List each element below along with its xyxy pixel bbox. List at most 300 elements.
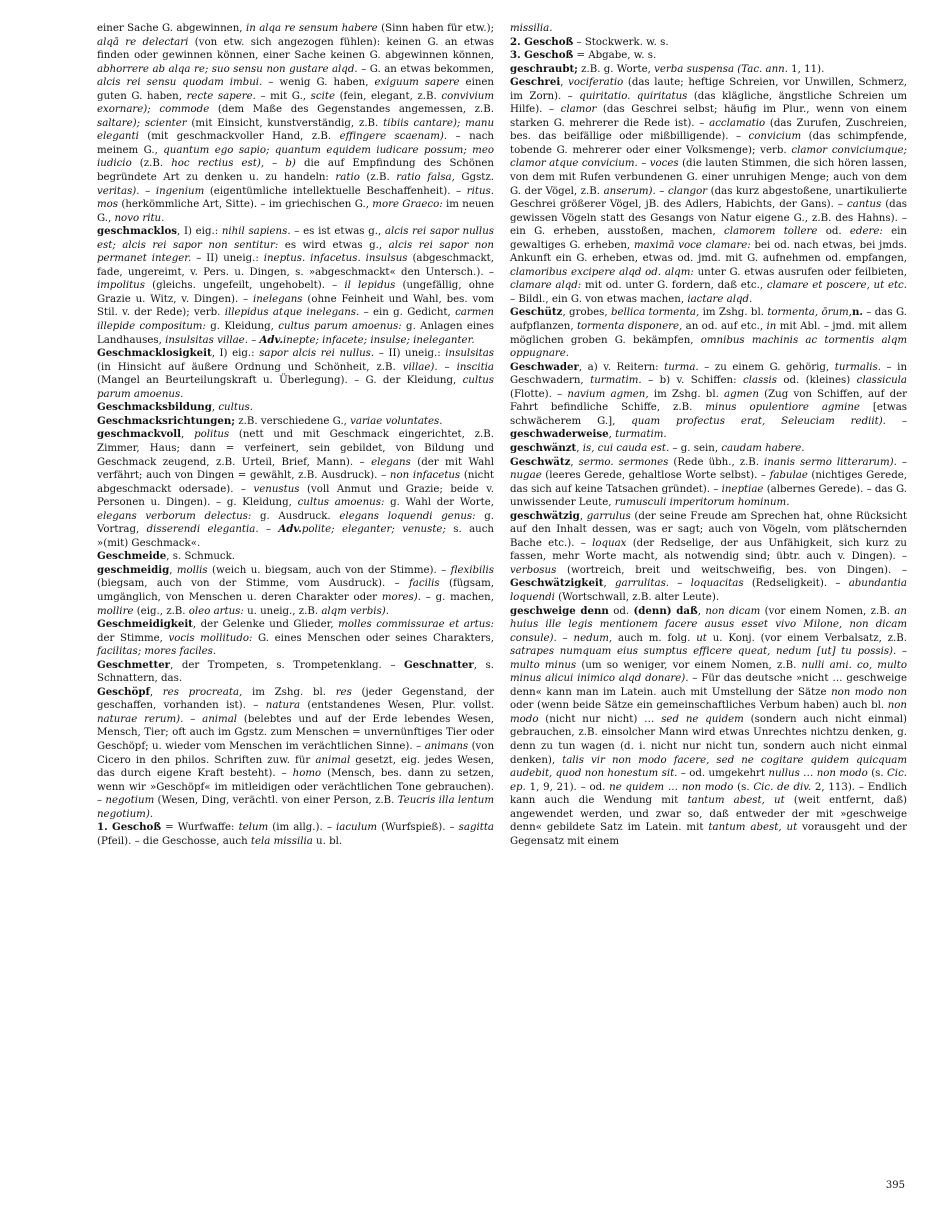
latin-equivalent: oleo artus: bbox=[188, 605, 244, 617]
entry-text: (z.B. bbox=[131, 158, 172, 170]
latin-equivalent: illepidus atque inelegans. bbox=[224, 307, 360, 319]
dictionary-entry bbox=[97, 415, 494, 429]
latin-equivalent: non modo non bbox=[831, 686, 908, 698]
entry-text: – bbox=[896, 456, 907, 468]
latin-equivalent: facilis bbox=[409, 578, 440, 590]
entry-text-bold bbox=[260, 334, 283, 346]
latin-equivalent: ratio bbox=[335, 172, 360, 184]
dictionary-entry bbox=[97, 564, 494, 618]
dictionary-entry bbox=[510, 510, 907, 605]
entry-text: (gleichs. ungefeilt, ungehobelt). – bbox=[144, 280, 345, 292]
latin-equivalent: loquacitas bbox=[690, 578, 744, 590]
latin-equivalent: non infacetus bbox=[389, 470, 461, 482]
entry-text: mit od. unter G. fordern, daß etc., bbox=[581, 280, 767, 292]
latin-equivalent: tormenta, ōrum, bbox=[767, 307, 852, 319]
latin-equivalent: nugae bbox=[510, 470, 542, 482]
latin-equivalent: saltare); scienter bbox=[97, 117, 187, 129]
entry-text: – bbox=[885, 415, 907, 427]
latin-equivalent: non dicam bbox=[705, 605, 761, 617]
entry-text: – bbox=[247, 334, 260, 346]
latin-equivalent: recte sapere. bbox=[186, 90, 256, 102]
entry-text: u. uneig., z.B. bbox=[243, 605, 322, 617]
entry-text: (nett und mit Geschmack eingerichtet, z.B. Zimmer, Haus; dann = verfeinert, sein gebildet, von Bildung und Geschmack zeugend, z.B. Urteil, Brief, Mann). – bbox=[97, 429, 494, 468]
entry-text: , der Gelenke und Glieder, bbox=[192, 619, 339, 631]
latin-equivalent: abundantia loquendi bbox=[510, 578, 907, 603]
latin-equivalent: insulsitas villae. bbox=[165, 334, 248, 346]
entry-text: – bbox=[139, 185, 156, 197]
entry-text: – g. sein, bbox=[669, 442, 722, 454]
headword: Geschmetter bbox=[97, 658, 171, 671]
entry-text: (nichtiges Gerede, das sich auf keine Tatsachen gründet). – bbox=[510, 470, 907, 495]
headword: (denn) daß bbox=[633, 604, 698, 617]
latin-equivalent: bellica tormenta, bbox=[610, 307, 700, 319]
dictionary-entry bbox=[510, 306, 907, 360]
latin-equivalent: clamare alqd: bbox=[510, 280, 582, 292]
entry-text: (albernes Gerede). – das G. unwissender Leute, bbox=[510, 483, 908, 509]
headword: Geschwätz bbox=[510, 455, 571, 468]
entry-text: (s. bbox=[733, 781, 754, 793]
latin-equivalent: elegans loquendi genus: bbox=[339, 510, 476, 522]
entry-text: 1, 9, 21). – od. bbox=[525, 781, 610, 793]
entry-text-bold bbox=[278, 523, 301, 535]
latin-equivalent: multo minus bbox=[510, 659, 577, 671]
entry-text: (das gewissen Vögeln statt des Gesangs von Natur eigene G., z.B. des Hahns). – ein G. erheben, ausstoßen, machen, bbox=[510, 199, 907, 238]
dictionary-entry bbox=[510, 442, 907, 456]
latin-equivalent: inscitia bbox=[456, 361, 494, 373]
entry-text-bold-italic: Adv. bbox=[259, 333, 283, 346]
latin-equivalent: non modo bbox=[510, 700, 907, 725]
entry-text: – wenig G. haben, bbox=[262, 77, 375, 89]
latin-equivalent: veritas). bbox=[97, 185, 140, 197]
entry-text: 2, 113). – Endlich kann auch die Wendung mit bbox=[510, 781, 908, 807]
latin-equivalent: animans bbox=[424, 740, 469, 752]
entry-text: (in Hinsicht auf äußere Ordnung und Schönheit, z.B. bbox=[97, 361, 403, 373]
entry-text: (Sinn haben für etw.); bbox=[377, 23, 494, 34]
latin-equivalent: nedum, bbox=[573, 632, 613, 644]
entry-text: bei od. nach etwas, bei jmds. Ankunft ein G. erheben, etwas od. jmd. mit G. aufnehmen od. empfangen, bbox=[510, 239, 907, 265]
latin-equivalent: talis vir non modo facere, sed ne cogitare quidem quicquam audebit, quod non honestum sit. bbox=[510, 754, 907, 780]
latin-equivalent: clamor conviciumque; clamor atque convicium. bbox=[510, 144, 907, 170]
latin-equivalent: facilitas; mores faciles. bbox=[97, 646, 217, 658]
latin-equivalent: caudam habere. bbox=[721, 442, 805, 454]
entry-text: – nach meinem G., bbox=[97, 131, 494, 156]
entry-text: (fügsam, umgänglich, von Menschen u. deren Charakter oder bbox=[97, 578, 494, 603]
entry-text: im Zshg. bl. bbox=[699, 307, 768, 319]
latin-equivalent: alcis rei sapor nullus est; alcis rei sapor non sentitur: bbox=[97, 226, 494, 251]
entry-text: (leeres Gerede, gehaltlose Worte selbst). – bbox=[541, 470, 770, 482]
latin-equivalent: hoc rectius est), – b) bbox=[171, 158, 296, 170]
entry-text: (Redseligkeit). – bbox=[743, 578, 849, 590]
dictionary-entry bbox=[510, 49, 907, 63]
latin-equivalent: agmen bbox=[724, 388, 759, 400]
entry-text: , I) eig.: bbox=[211, 348, 260, 360]
latin-equivalent: il lepidus bbox=[344, 280, 396, 292]
latin-equivalent: minus opulentiore agmine bbox=[705, 402, 860, 414]
entry-text: u. Konj. (vor einem Verbalsatz, z.B. bbox=[706, 632, 908, 644]
latin-equivalent: ritus. mos bbox=[97, 185, 494, 211]
entry-text: (eigentümliche intellektuelle Beschaffenheit). – bbox=[204, 185, 467, 197]
latin-equivalent: clamorem tollere bbox=[724, 226, 818, 238]
latin-equivalent: tormenta disponere, bbox=[576, 321, 683, 333]
latin-equivalent: loquax bbox=[592, 537, 627, 549]
entry-text: (fein, elegant, z.B. bbox=[334, 90, 442, 102]
entry-text: (weich u. biegsam, auch von der Stimme). – bbox=[207, 564, 451, 576]
latin-equivalent: impolitus bbox=[97, 280, 145, 292]
entry-text: (mit Einsicht, kunstverständig, z.B. bbox=[186, 117, 384, 129]
latin-equivalent: nihil sapiens. bbox=[221, 226, 291, 238]
dictionary-entry bbox=[510, 361, 907, 442]
latin-equivalent: garrulus bbox=[586, 510, 631, 522]
dictionary-entry bbox=[97, 428, 494, 550]
latin-equivalent: vocis mollitudo: bbox=[168, 632, 253, 644]
dictionary-entry bbox=[510, 36, 907, 50]
headword: Geschmeide bbox=[97, 550, 167, 563]
latin-equivalent: elegans verborum delectus: bbox=[97, 510, 252, 522]
dictionary-entry bbox=[510, 605, 907, 849]
latin-equivalent: is, cui cauda est. bbox=[582, 442, 670, 454]
headword: 1. Geschoß bbox=[97, 821, 162, 834]
headword: geschmacklos bbox=[97, 225, 177, 238]
entry-text: – bbox=[183, 713, 203, 725]
latin-equivalent: natura bbox=[265, 700, 301, 712]
entry-text: , bbox=[570, 456, 579, 468]
latin-equivalent: inelegans bbox=[252, 293, 303, 305]
entry-text: od. (kleines) bbox=[776, 375, 857, 387]
entry-text: – II) uneig.: bbox=[374, 348, 446, 360]
entry-text: , bbox=[579, 510, 587, 522]
entry-text: – bbox=[258, 524, 279, 536]
entry-text: g. Wahl der Worte, bbox=[384, 497, 494, 509]
latin-equivalent: mores). bbox=[381, 591, 421, 603]
entry-text: = Abgabe, w. s. bbox=[573, 50, 657, 62]
entry-text: – bbox=[655, 185, 668, 197]
entry-text: (das Zurufen, Zuschreien, bes. das beifällige oder mißbilligende). – bbox=[510, 117, 907, 143]
latin-equivalent: sapor alcis rei nullus. bbox=[259, 348, 375, 360]
headword: geschwätzig bbox=[510, 509, 580, 522]
entry-text: oder (wenn beide Sätze ein gemeinschaftliches Verbum haben) auch bl. bbox=[510, 700, 888, 712]
entry-text: (um so weniger, vor einem Nomen, z.B. bbox=[576, 659, 802, 671]
entry-text: z.B. g. Worte, bbox=[577, 63, 655, 75]
latin-equivalent: exiguum sapere bbox=[374, 77, 460, 89]
entry-text: es wird etwas g., bbox=[278, 239, 389, 251]
latin-equivalent: ineptus. infacetus. insulsus bbox=[263, 253, 408, 265]
entry-text: – es ist etwas g., bbox=[290, 226, 385, 238]
headword: Geschmacklosigkeit bbox=[97, 347, 212, 360]
latin-equivalent: cultus parum amoenus. bbox=[97, 375, 494, 400]
entry-text: g. Vortrag, bbox=[97, 510, 494, 536]
entry-text: , bbox=[211, 402, 219, 414]
entry-text: (s. bbox=[867, 768, 888, 780]
entry-text: – bbox=[437, 361, 457, 373]
entry-text: unter G. etwas ausrufen oder feilbieten, bbox=[693, 266, 907, 278]
latin-equivalent: ingenium bbox=[155, 185, 205, 197]
latin-equivalent: sermo. sermones bbox=[578, 456, 669, 468]
entry-text: (von etw. sich angezogen fühlen): keinen G. an etwas finden oder gewinnen können, einer Sache keinen G. abgewinnen können, bbox=[97, 36, 494, 62]
entry-text: u. bl. bbox=[312, 835, 343, 847]
latin-equivalent: alqm verbis). bbox=[321, 605, 389, 617]
latin-equivalent: quantum ego sapio; quantum equidem iudicare possum; meo iudicio bbox=[97, 144, 494, 170]
entry-text: – bbox=[637, 158, 650, 170]
latin-equivalent: tibiis cantare); manu eleganti bbox=[97, 117, 495, 143]
latin-equivalent: elegans bbox=[371, 456, 411, 468]
latin-equivalent: navium agmen, bbox=[567, 388, 649, 400]
latin-equivalent: cultus amoenus: bbox=[297, 497, 385, 509]
latin-equivalent: abhorrere ab alqa re; suo sensu non gustare alqd. bbox=[97, 63, 358, 75]
latin-equivalent: satrapes numquam eius sumptus efficere queat, nedum [ut] tu possis). bbox=[510, 646, 897, 658]
entry-text: (entstandenes Wesen, Plur. vollst. bbox=[300, 700, 494, 712]
entry-text: vorausgeht und der Gegensatz mit einem bbox=[510, 822, 907, 847]
entry-text: G. eines Menschen oder seines Charakters, bbox=[252, 632, 494, 644]
entry-text: der Stimme, bbox=[97, 632, 169, 644]
latin-equivalent: clamoribus excipere alqd od. alqm: bbox=[510, 266, 694, 278]
dictionary-entry bbox=[97, 550, 494, 564]
entry-text: (der mit Wahl verfährt; auch von Dingen = gewählt, z.B. Ausdruck). – bbox=[97, 456, 494, 482]
latin-equivalent: anserum). bbox=[603, 185, 656, 197]
entry-text: (ohne Feinheit und Wahl, bes. vom Stil. v. der Rede); verb. bbox=[97, 293, 495, 319]
entry-text: (von Cicero in den philos. Schriften zuw. für bbox=[97, 740, 495, 766]
latin-equivalent: ut bbox=[696, 632, 707, 644]
latin-equivalent: molles commissurae et artus: bbox=[338, 619, 494, 631]
entry-text: (Zug von Schiffen, auf der Fahrt befindliche Schiffe, z.B. bbox=[510, 388, 907, 414]
entry-text: g. Anlagen eines Landhauses, bbox=[97, 321, 494, 346]
entry-text: , bbox=[169, 564, 177, 576]
dictionary-entry bbox=[97, 401, 494, 415]
entry-text: (sondern auch nicht einmal) gebrauchen, z.B. einsolcher Mann wird etwas Unrechtes nichtzu denken, g. denn zu tun wagen (d. i. nicht nur nicht tun, sondern auch nicht einmal denken), bbox=[510, 713, 907, 766]
latin-equivalent: verbosus bbox=[510, 564, 557, 576]
latin-equivalent: Cic. ep. bbox=[510, 768, 908, 793]
dictionary-entry bbox=[510, 456, 907, 510]
latin-equivalent: homo bbox=[292, 768, 322, 780]
entry-text: (Wurfspieß). – bbox=[377, 822, 459, 834]
latin-equivalent: disserendi elegantia. bbox=[146, 524, 259, 536]
entry-text: (weit entfernt, daß) angewendet werden, und zwar so, daß entweder der mit »geschweige denn« gebildete Satz im Latein. mit bbox=[510, 795, 907, 834]
headword: geschraubt; bbox=[510, 62, 578, 75]
entry-text: , a) v. Reitern: bbox=[578, 361, 665, 373]
dictionary-entry bbox=[97, 686, 494, 821]
latin-equivalent: iactare alqd. bbox=[687, 293, 753, 305]
dictionary-entry bbox=[97, 347, 494, 401]
entry-text: (Mensch, bes. dann zu setzen, wenn wir »Geschöpf« im mitleidigen oder verächtlichen Tone gebrauchen). – bbox=[97, 768, 494, 807]
latin-equivalent: in bbox=[766, 321, 777, 333]
latin-equivalent: alqā re delectari bbox=[97, 36, 189, 48]
entry-text: z.B. verschiedene G., bbox=[235, 415, 351, 427]
entry-text: (der seine Freude am Sprechen hat, ohne Rücksicht auf den Inhalt dessen, was er sagt; auch von Vögeln, vom plätschernden Bache etc.). – bbox=[510, 510, 907, 549]
entry-text: – in Geschwadern, bbox=[510, 361, 908, 387]
entry-text: (eig., z.B. bbox=[133, 605, 189, 617]
entry-text: (z.B. bbox=[359, 172, 397, 184]
entry-text: (Rede übh., z.B. bbox=[668, 456, 765, 468]
latin-equivalent: inanis sermo litterarum). bbox=[764, 456, 897, 468]
latin-equivalent: alcis rei sensu quodam imbui. bbox=[97, 77, 263, 89]
entry-text: , grobes, bbox=[562, 307, 611, 319]
entry-text: , bbox=[181, 429, 195, 441]
entry-text: [etwas schwächerem G.], bbox=[510, 402, 907, 427]
latin-equivalent: clamor bbox=[560, 104, 597, 116]
entry-text: s. auch »(mit) Geschmack«. bbox=[97, 524, 494, 549]
entry-text: – g. machen, bbox=[420, 591, 494, 603]
headword: Geschrei bbox=[510, 76, 561, 89]
entry-text: (jeder Gegenstand, der geschaffen, vorhanden ist). – bbox=[97, 686, 494, 712]
headword: Geschwader bbox=[510, 360, 579, 373]
entry-text: g. Ausdruck. bbox=[251, 510, 340, 522]
entry-text: (das kurz abgestoßene, unartikulierte Geschrei größerer Vögel, jB. des Adlers, Habichts, der Gans). – bbox=[510, 185, 907, 211]
dictionary-entry bbox=[97, 22, 494, 225]
entry-text: – Bildl., ein G. von etwas machen, bbox=[510, 293, 688, 305]
entry-text: – b) v. Schiffen: bbox=[641, 375, 743, 387]
latin-equivalent: venustus bbox=[253, 483, 300, 495]
entry-text: – bbox=[669, 578, 691, 590]
latin-equivalent: turma. bbox=[664, 361, 699, 373]
latin-equivalent: politus bbox=[194, 429, 230, 441]
latin-equivalent: res bbox=[335, 686, 352, 698]
dictionary-entry bbox=[97, 821, 494, 848]
entry-text: , s. Schmuck. bbox=[166, 551, 236, 563]
latin-equivalent: classis bbox=[742, 375, 777, 387]
entry-text: – zu einem G. gehörig, bbox=[698, 361, 835, 373]
latin-equivalent: scite bbox=[310, 90, 335, 102]
latin-equivalent: verba suspensa (Tac. ann. bbox=[654, 63, 788, 75]
latin-equivalent: voces bbox=[649, 158, 679, 170]
entry-text: im Zshg. bl. bbox=[648, 388, 725, 400]
latin-equivalent: villae). bbox=[402, 361, 438, 373]
latin-equivalent: garrulitas. bbox=[615, 578, 670, 590]
entry-text: (im allg.). – bbox=[268, 822, 336, 834]
latin-equivalent: alcis rei sapor non permanet integer. bbox=[97, 239, 494, 265]
latin-equivalent: omnibus machinis ac tormentis alqm oppugnare. bbox=[510, 334, 907, 360]
latin-equivalent: cultus. bbox=[218, 402, 253, 414]
entry-text: (die lauten Stimmen, die sich hören lassen, von dem mit Rufen verbundenen G. einer unruhigen Menge; auch von dem G. der Vögel, z.B. bbox=[510, 158, 907, 197]
latin-equivalent: convicium bbox=[748, 131, 802, 143]
latin-equivalent: iaculum bbox=[335, 822, 378, 834]
latin-equivalent: turmatim. bbox=[590, 375, 642, 387]
entry-text: , s. Schnattern, das. bbox=[97, 659, 494, 685]
headword: geschmeidig bbox=[97, 563, 170, 576]
entry-text: (Pfeil). – die Geschosse, auch bbox=[97, 835, 251, 847]
entry-text: (wortreich, breit und weitschweifig, bes. von Dingen). – bbox=[556, 564, 907, 576]
latin-equivalent: ne quidem … non modo bbox=[609, 781, 734, 793]
latin-equivalent: tantum abest, ut bbox=[708, 822, 798, 834]
entry-text: – Für das deutsche »nicht … geschweige denn« kann man im Latein. auch mit Umstellung der Sätze bbox=[510, 673, 907, 698]
headword: geschweige denn bbox=[510, 604, 609, 617]
entry-text: (mit geschmackvoller Hand, z.B. bbox=[138, 131, 340, 143]
latin-equivalent: mollire bbox=[97, 605, 134, 617]
entry-text: od. bbox=[817, 226, 850, 238]
latin-equivalent: Teucris illa lentum negotium). bbox=[97, 795, 494, 820]
entry-text: mit Abl. – jmd. mit allem möglichen groben G. bekämpfen, bbox=[510, 321, 908, 346]
entry-text: (nicht nur nicht) … bbox=[538, 713, 662, 725]
headword: Geschwätzigkeit bbox=[510, 577, 604, 590]
latin-equivalent: rumusculi imperitorum hominum. bbox=[614, 497, 790, 509]
latin-equivalent: animal bbox=[202, 713, 238, 725]
entry-text: (dem Maße des Gegenstandes angemessen, z.B. bbox=[209, 104, 494, 116]
headword: n. bbox=[851, 306, 863, 319]
entry-text: gesetzt, eig. jedes Wesen, das durch eigene Kraft besteht). – bbox=[97, 754, 495, 780]
latin-equivalent: edere: bbox=[849, 226, 883, 238]
entry-text: – od. umgekehrt bbox=[677, 768, 769, 780]
entry-text: (das klägliche, ängstliche Schreien um Hilfe). – bbox=[510, 90, 907, 116]
latin-equivalent: missilia. bbox=[510, 23, 553, 34]
dictionary-entry bbox=[97, 659, 494, 686]
entry-text: (Mangel an Beurteilungskraft u. Überlegung). – G. der Kleidung, bbox=[97, 375, 463, 387]
headword: Geschütz bbox=[510, 306, 563, 319]
latin-equivalent: tantum abest, ut bbox=[687, 795, 785, 807]
entry-text: (Wesen, Ding, verächtl. von einer Person, z.B. bbox=[154, 795, 398, 807]
entry-text: (Flotte). – bbox=[510, 388, 568, 400]
entry-text: , der Trompeten, s. Trompetenklang. – bbox=[170, 659, 404, 671]
latin-equivalent: insulsitas bbox=[445, 348, 495, 360]
latin-equivalent: sagitta bbox=[458, 822, 494, 834]
latin-equivalent: Cic. de div. bbox=[753, 781, 812, 793]
latin-equivalent: an huius ille legis mentionem facere ausus esset vivo Milone, non dicam consule). bbox=[510, 605, 907, 644]
latin-equivalent: animal bbox=[315, 754, 351, 766]
headword: Geschöpf bbox=[97, 685, 150, 698]
latin-equivalent: sed ne quidem bbox=[661, 713, 744, 725]
entry-text: , bbox=[149, 686, 163, 698]
entry-text: (herkömmliche Art, Sitte). – im griechischen G., bbox=[118, 199, 373, 211]
latin-equivalent: cultus parum amoenus: bbox=[278, 321, 402, 333]
latin-equivalent: effingere scaenam). bbox=[339, 131, 448, 143]
latin-equivalent: convivium exornare); commode bbox=[97, 90, 495, 116]
entry-text: einen guten G. haben, bbox=[97, 77, 494, 102]
entry-text: , bbox=[560, 77, 569, 89]
entry-text: (das Geschrei selbst; häufig im Plur., wenn von einem starken G. mehrerer die Rede ist). – bbox=[510, 104, 908, 129]
latin-equivalent: ineptiae bbox=[721, 483, 764, 495]
latin-equivalent: turmatim. bbox=[615, 429, 667, 441]
entry-text: – G. an etwas bekommen, bbox=[357, 63, 494, 75]
entry-text: , bbox=[576, 442, 583, 454]
latin-equivalent: turmalis. bbox=[834, 361, 881, 373]
latin-equivalent: novo ritu. bbox=[114, 212, 165, 224]
latin-equivalent: ratio falsa, bbox=[396, 172, 455, 184]
entry-text: (nicht abgeschmackt odersade). – bbox=[97, 470, 494, 495]
entry-text: (ungefällig, ohne Grazie u. Witz, v. Dingen). – bbox=[97, 280, 494, 305]
entry-text: g. Kleidung, bbox=[205, 321, 279, 333]
entry-text: Ggstz. bbox=[454, 172, 495, 184]
latin-equivalent: res procreata, bbox=[162, 686, 243, 698]
entry-text: auch m. folg. bbox=[612, 632, 697, 644]
left-column bbox=[97, 22, 494, 848]
entry-text-bold-italic: Adv. bbox=[278, 523, 302, 536]
entry-text: – II) uneig.: bbox=[191, 253, 264, 265]
entry-text: die auf Empfindung des Schönen begründete Art zu denken u. zu handeln: bbox=[97, 158, 494, 184]
latin-equivalent: classicula bbox=[856, 375, 907, 387]
entry-text: (abgeschmackt, fade, ungereimt, v. Pers. u. Dingen, s. »abgeschmackt« den Untersch.). – bbox=[97, 253, 495, 278]
entry-text: – das G. aufpflanzen, bbox=[510, 307, 907, 333]
latin-equivalent: fabulae bbox=[769, 470, 808, 482]
entry-text: = Wurfwaffe: bbox=[161, 822, 239, 834]
entry-text: an od. auf etc., bbox=[682, 321, 767, 333]
dictionary-entry bbox=[510, 76, 907, 306]
entry-text: , bbox=[608, 429, 616, 441]
dictionary-entry bbox=[510, 22, 907, 36]
entry-text: (biegsam, auch von der Stimme, vom Ausdruck). – bbox=[97, 578, 410, 590]
headword: geschwänzt bbox=[510, 441, 577, 454]
latin-equivalent: negotium bbox=[105, 795, 155, 807]
entry-text: (das schimpfende, tobende G. mehrerer oder einer Volksmenge); verb. bbox=[510, 131, 907, 156]
latin-equivalent: variae voluntates. bbox=[350, 415, 443, 427]
entry-text: – Stockwerk. w. s. bbox=[573, 36, 669, 48]
page-number: 395 bbox=[885, 1180, 905, 1191]
entry-text: 1, 11). bbox=[787, 63, 825, 75]
entry-text: ein gewaltiges G. erheben, bbox=[510, 226, 907, 251]
latin-equivalent: mollis bbox=[176, 564, 208, 576]
entry-text: – mit G., bbox=[255, 90, 311, 102]
entry-text: (der Redselige, der aus Unfähigkeit, sich kurz zu fassen, mehr Worte macht, als notwendig sind; übtr. auch v. Dingen). – bbox=[510, 537, 907, 563]
entry-text: (belebtes und auf der Erde lebendes Wesen, Mensch, Tier; oft auch im Ggstz. zum Menschen = unvernünftiges Tier oder Geschöpf; u. wieder vom Menschen im verächtlichen Sinne). – bbox=[97, 713, 494, 752]
entry-text: (das laute; heftige Schreien, vor Unwillen, Schmerz, im Zorn). – bbox=[510, 77, 907, 102]
entry-text: (Wortschwall, z.B. alter Leute). bbox=[554, 591, 720, 603]
latin-equivalent: telum bbox=[238, 822, 269, 834]
